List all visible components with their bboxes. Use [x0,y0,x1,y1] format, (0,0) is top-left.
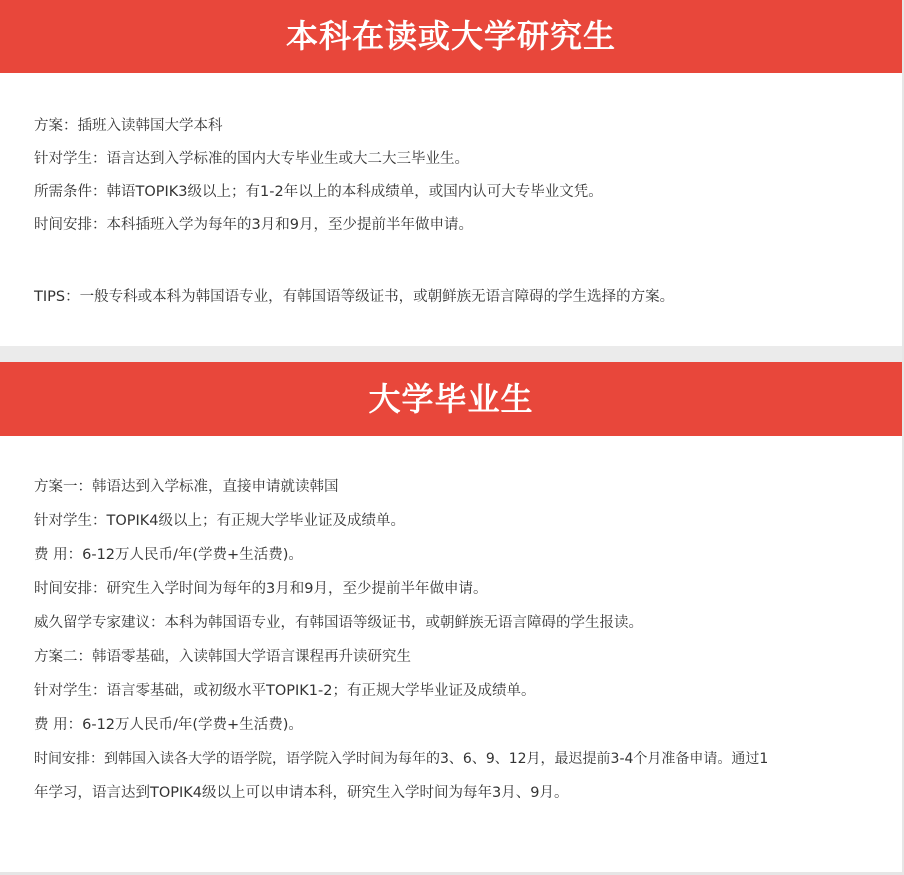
section2-content [34,477,884,817]
section2-line-cost1: 费 用：6-12万人民币/年(学费+生活费)。 [34,547,303,563]
section2-line-target1: 针对学生：TOPIK4级以上；有正规大学毕业证及成绩单。 [34,513,406,529]
section2-line-advice: 威久留学专家建议：本科为韩国语专业，有韩国语等级证书，或朝鲜族无语言障碍的学生报读。 [34,615,643,631]
section1-tips [34,287,884,307]
section2-line-plan2: 方案二：韩语零基础，入读韩国大学语言课程再升读研究生 [34,649,411,665]
section1-content [34,116,884,248]
section1-tips-text: TIPS：一般专科或本科为韩国语专业，有韩国语等级证书，或朝鲜族无语言障碍的学生选择的方案。 [34,289,675,305]
section1-title: 本科在读或大学研究生 [285,17,616,55]
section1-line-requirements: 所需条件：韩语TOPIK3级以上；有1-2年以上的本科成绩单，或国内认可大专毕业文凭。 [34,184,603,200]
section1-line-plan: 方案：插班入读韩国大学本科 [34,118,223,134]
section2-line-plan1: 方案一：韩语达到入学标准，直接申请就读韩国 [34,479,339,495]
section2-title: 大学毕业生 [368,380,534,418]
section2-line-cost2: 费 用：6-12万人民币/年(学费+生活费)。 [34,717,303,733]
section2-line-schedule1: 时间安排：研究生入学时间为每年的3月和9月，至少提前半年做申请。 [34,581,488,597]
section1-line-schedule: 时间安排：本科插班入学为每年的3月和9月，至少提前半年做申请。 [34,217,473,233]
section2-line-schedule2-b: 年学习，语言达到TOPIK4级以上可以申请本科，研究生入学时间为每年3月、9月。 [34,785,569,801]
section2-banner [0,362,902,436]
section1-line-target: 针对学生：语言达到入学标准的国内大专毕业生或大二大三毕业生。 [34,151,469,167]
section2-line-schedule2-a: 时间安排：到韩国入读各大学的语学院，语学院入学时间为每年的3、6、9、12月，最迟提前3-4个月准备申请。通过1 [34,751,769,767]
section-divider [0,346,904,362]
section2-line-target2: 针对学生：语言零基础，或初级水平TOPIK1-2；有正规大学毕业证及成绩单。 [34,683,536,699]
section1-banner [0,0,902,73]
